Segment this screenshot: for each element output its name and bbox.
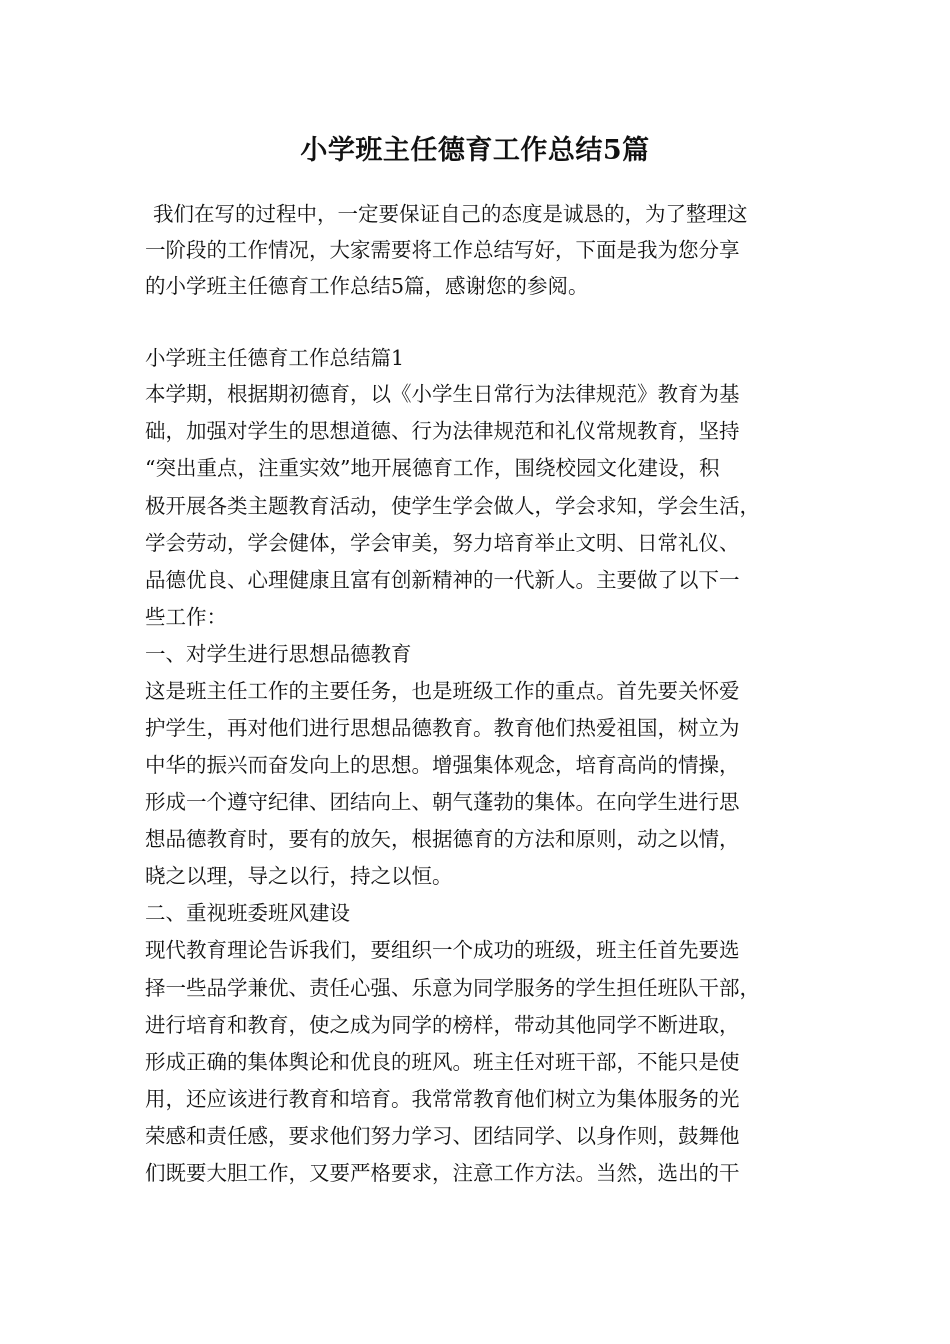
body-line: 形成一个遵守纪律、团结向上、朝气蓬勃的集体。在向学生进行思	[145, 790, 740, 814]
body-line: 形成正确的集体舆论和优良的班风。班主任对班干部，不能只是使	[145, 1050, 740, 1074]
body-line: 用，还应该进行教育和培育。我常常教育他们树立为集体服务的光	[145, 1087, 740, 1111]
body-line: 本学期，根据期初德育，以《小学生日常行为法律规范》教育为基	[145, 382, 740, 406]
intro-line: 的小学班主任德育工作总结5篇，感谢您的参阅。	[145, 274, 589, 298]
body-line: 品德优良、心理健康且富有创新精神的一代新人。主要做了以下一	[145, 568, 740, 592]
body-line: 护学生，再对他们进行思想品德教育。教育他们热爱祖国，树立为	[145, 716, 740, 740]
body-line: 晓之以理，导之以行，持之以恒。	[145, 864, 453, 888]
heading-1: 一、对学生进行思想品德教育	[145, 642, 412, 666]
body-line: “突出重点，注重实效”地开展德育工作，围绕校园文化建设，积	[145, 456, 720, 480]
body-line: 择一些品学兼优、责任心强、乐意为同学服务的学生担任班队干部，	[145, 976, 760, 1000]
section-title: 小学班主任德育工作总结篇1	[145, 346, 405, 370]
body-line: 现代教育理论告诉我们，要组织一个成功的班级，班主任首先要选	[145, 938, 740, 962]
body-line: 些工作：	[145, 605, 227, 629]
body-line: 础，加强对学生的思想道德、行为法律规范和礼仪常规教育，坚持	[145, 419, 740, 443]
intro-line: 一阶段的工作情况，大家需要将工作总结写好，下面是我为您分享	[145, 238, 740, 262]
heading-2: 二、重视班委班风建设	[145, 901, 350, 925]
body-line: 这是班主任工作的主要任务，也是班级工作的重点。首先要关怀爱	[145, 679, 740, 703]
body-line: 学会劳动，学会健体，学会审美，努力培育举止文明、日常礼仪、	[145, 531, 740, 555]
document-title: 小学班主任德育工作总结5篇	[300, 135, 650, 166]
body-line: 想品德教育时，要有的放矢，根据德育的方法和原则，动之以情，	[145, 827, 740, 851]
body-line: 进行培育和教育，使之成为同学的榜样，带动其他同学不断进取，	[145, 1013, 740, 1037]
body-line: 极开展各类主题教育活动，使学生学会做人，学会求知，学会生活，	[145, 494, 760, 518]
body-line: 中华的振兴而奋发向上的思想。增强集体观念，培育高尚的情操，	[145, 753, 740, 777]
body-line: 们既要大胆工作，又要严格要求，注意工作方法。当然，选出的干	[145, 1161, 740, 1185]
body-line: 荣感和责任感，要求他们努力学习、团结同学、以身作则，鼓舞他	[145, 1124, 740, 1148]
intro-line: 我们在写的过程中，一定要保证自己的态度是诚恳的，为了整理这	[153, 202, 748, 226]
